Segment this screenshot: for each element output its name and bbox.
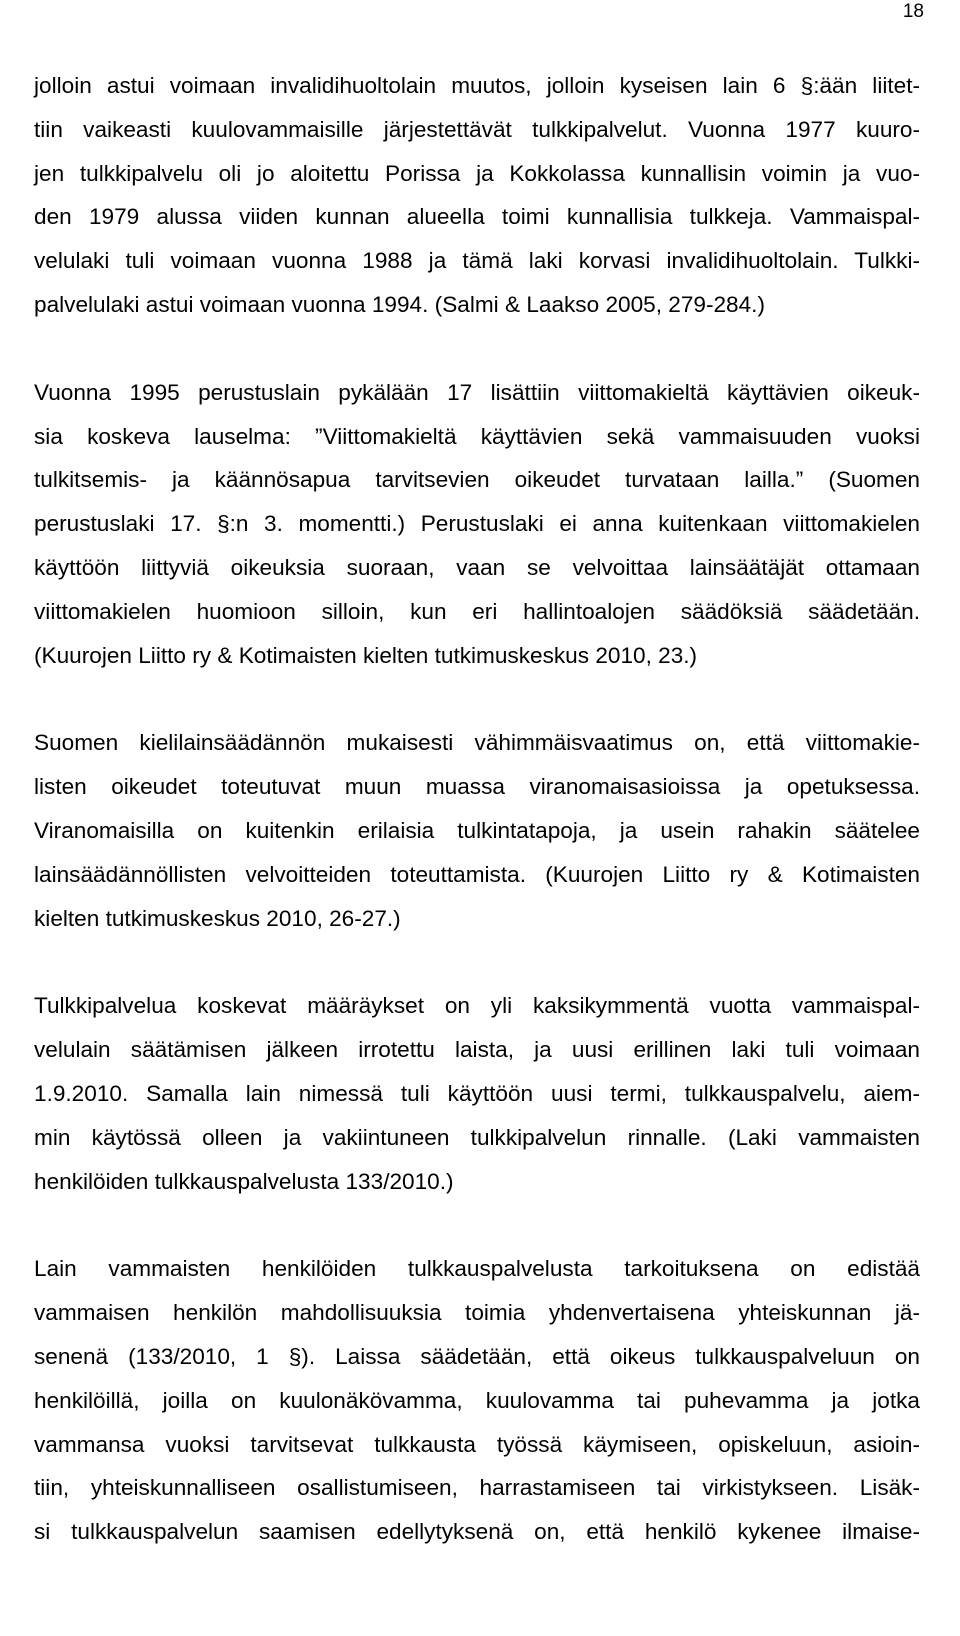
text-line: henkilöiden tulkkauspalvelusta 133/2010.)	[34, 1168, 454, 1194]
text-line: vammaisen henkilön mahdollisuuksia toimia yhdenvertaisena yhteiskunnan jä-	[34, 1300, 920, 1326]
text-line: Viranomaisilla on kuitenkin erilaisia tulkintatapoja, ja usein rahakin säätelee	[34, 817, 920, 843]
paragraph-gap	[34, 327, 920, 371]
paragraph-gap	[34, 677, 920, 721]
text-line: sia koskeva lauselma: ”Viittomakieltä käyttävien sekä vammaisuuden vuoksi	[34, 423, 920, 449]
text-line: jolloin astui voimaan invalidihuoltolain muutos, jolloin kyseisen lain 6 §:ään liitet-	[34, 73, 920, 98]
text-line: henkilöillä, joilla on kuulonäkövamma, kuulovamma tai puhevamma ja jotka	[34, 1387, 920, 1413]
text-line: (Kuurojen Liitto ry & Kotimaisten kielten tutkimuskeskus 2010, 23.)	[34, 642, 698, 668]
text-line: käyttöön liittyviä oikeuksia suoraan, vaan se velvoittaa lainsäätäjät ottamaan	[34, 554, 920, 580]
text-line: min käytössä olleen ja vakiintuneen tulkkipalvelun rinnalle. (Laki vammaisten	[34, 1124, 920, 1150]
text-line: tiin, yhteiskunnalliseen osallistumiseen, harrastamiseen tai virkistykseen. Lisäk-	[34, 1475, 920, 1501]
page-number: 18	[902, 1, 924, 22]
text-line: 1.9.2010. Samalla lain nimessä tuli käyttöön uusi termi, tulkkauspalvelu, aiem-	[34, 1080, 920, 1106]
text-line: tiin vaikeasti kuulovammaisille järjestettävät tulkkipalvelut. Vuonna 1977 kuuro-	[34, 116, 920, 142]
text-line: Suomen kielilainsäädännön mukaisesti vähimmäisvaatimus on, että viittomakie-	[34, 730, 920, 756]
paragraph-interpreting-regulations	[34, 984, 920, 1203]
text-line: lainsäädännöllisten velvoitteiden toteuttamista. (Kuurojen Liitto ry & Kotimaisten	[34, 861, 920, 887]
paragraph-law-purpose	[34, 1247, 920, 1554]
text-line: vammansa vuoksi tarvitsevat tulkkausta työssä käymiseen, opiskeluun, asioin-	[34, 1431, 920, 1457]
text-line: Lain vammaisten henkilöiden tulkkauspalvelusta tarkoituksena on edistää	[34, 1256, 920, 1282]
paragraph-invalid-care-law	[34, 64, 920, 327]
text-line: velulain säätämisen jälkeen irrotettu laista, ja uusi erillinen laki tuli voimaan	[34, 1037, 920, 1063]
paragraph-constitution	[34, 371, 920, 678]
text-line: listen oikeudet toteutuvat muun muassa viranomaisasioissa ja opetuksessa.	[34, 774, 920, 800]
text-line: senenä (133/2010, 1 §). Laissa säädetään, että oikeus tulkkauspalveluun on	[34, 1343, 920, 1369]
text-line: palvelulaki astui voimaan vuonna 1994. (Salmi & Laakso 2005, 279-284.)	[34, 291, 765, 317]
paragraph-gap	[34, 940, 920, 984]
text-line: velulaki tuli voimaan vuonna 1988 ja tämä laki korvasi invalidihuoltolain. Tulkki-	[34, 248, 920, 274]
paragraph-gap	[34, 1203, 920, 1247]
text-line: Tulkkipalvelua koskevat määräykset on yli kaksikymmentä vuotta vammaispal-	[34, 993, 920, 1019]
text-line: viittomakielen huomioon silloin, kun eri hallintoalojen säädöksiä säädetään.	[34, 598, 920, 624]
text-line: den 1979 alussa viiden kunnan alueella toimi kunnallisia tulkkeja. Vammaispal-	[34, 204, 920, 230]
document-body	[34, 64, 920, 1554]
paragraph-language-legislation	[34, 721, 920, 940]
text-line: si tulkkauspalvelun saamisen edellytyksenä on, että henkilö kykenee ilmaise-	[34, 1519, 920, 1545]
text-line: jen tulkkipalvelu oli jo aloitettu Porissa ja Kokkolassa kunnallisin voimin ja vuo-	[34, 160, 920, 186]
text-line: Vuonna 1995 perustuslain pykälään 17 lisättiin viittomakieltä käyttävien oikeuk-	[34, 379, 920, 405]
text-line: kielten tutkimuskeskus 2010, 26-27.)	[34, 905, 401, 931]
text-line: perustuslaki 17. §:n 3. momentti.) Perustuslaki ei anna kuitenkaan viittomakielen	[34, 511, 920, 537]
text-line: tulkitsemis- ja käännösapua tarvitsevien oikeudet turvataan lailla.” (Suomen	[34, 467, 920, 493]
